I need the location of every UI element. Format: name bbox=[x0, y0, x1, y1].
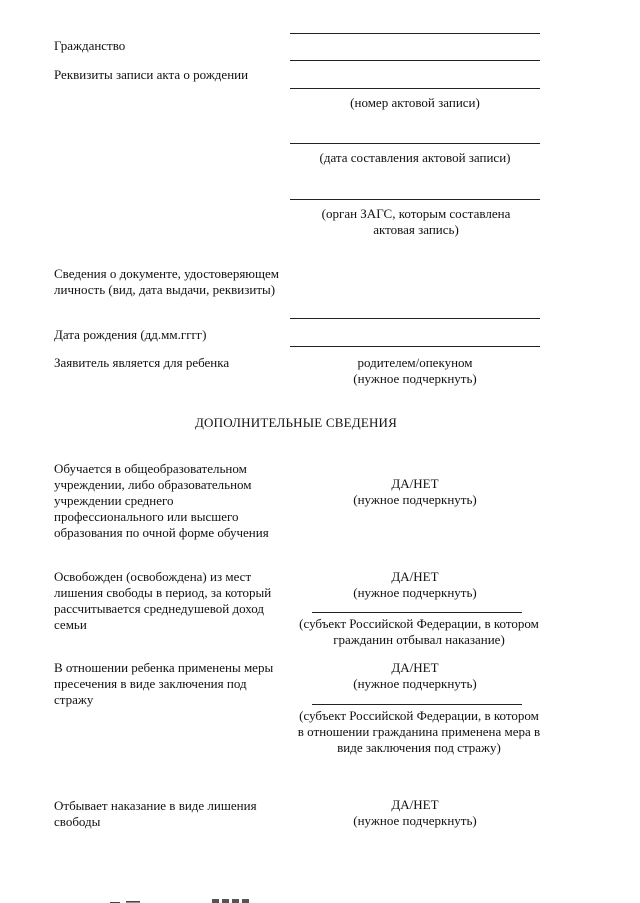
detention-underline-hint: (нужное подчеркнуть) bbox=[353, 676, 477, 691]
record-date-note: (дата составления актовой записи) bbox=[319, 150, 511, 165]
applicant-underline-hint: (нужное подчеркнуть) bbox=[353, 371, 477, 386]
record-number-note: (номер актовой записи) bbox=[350, 95, 480, 110]
studying-underline-hint: (нужное подчеркнуть) bbox=[353, 492, 477, 507]
citizenship-line bbox=[290, 60, 540, 61]
birth-record-label: Реквизиты записи акта о рождении bbox=[54, 67, 249, 82]
released-region-line bbox=[312, 612, 522, 613]
registry-office-note: (орган ЗАГС, которым составлена актовая запись) bbox=[321, 206, 511, 237]
released-underline-hint: (нужное подчеркнуть) bbox=[353, 585, 477, 600]
detention-yes-no[interactable]: ДА/НЕТ bbox=[391, 660, 439, 675]
citizenship-line-top bbox=[290, 33, 540, 34]
record-number-line bbox=[290, 88, 540, 89]
serving-sentence-label: Отбывает наказание в виде лишения свободы bbox=[54, 798, 257, 829]
released-region-note: (субъект Российской Федерации, в котором гражданин отбывал наказание) bbox=[299, 616, 539, 647]
released-label: Освобожден (освобождена) из мест лишения свободы в период, за который рассчитывается среднедушевой доход семьи bbox=[54, 569, 272, 632]
id-document-line bbox=[290, 318, 540, 319]
detention-region-line bbox=[312, 704, 522, 705]
birth-date-line bbox=[290, 346, 540, 347]
applicant-label: Заявитель является для ребенка bbox=[54, 355, 230, 370]
serving-sentence-underline-hint: (нужное подчеркнуть) bbox=[353, 813, 477, 828]
detention-region-note: (субъект Российской Федерации, в котором в отношении гражданина применена мера в виде заключения под стражу) bbox=[297, 708, 541, 755]
released-yes-no[interactable]: ДА/НЕТ bbox=[391, 569, 439, 584]
serving-sentence-yes-no[interactable]: ДА/НЕТ bbox=[391, 797, 439, 812]
studying-label: Обучается в общеобразовательном учреждении, либо образовательном учреждении среднего профессионального или высшего образования по очной форме обучения bbox=[54, 461, 269, 540]
section-title: ДОПОЛНИТЕЛЬНЫЕ СВЕДЕНИЯ bbox=[194, 415, 398, 430]
id-document-label: Сведения о документе, удостоверяющем личность (вид, дата выдачи, реквизиты) bbox=[54, 266, 280, 297]
record-date-line bbox=[290, 143, 540, 144]
parent-guardian-option[interactable]: родителем/опекуном bbox=[357, 355, 473, 370]
birth-date-label: Дата рождения (дд.мм.гггг) bbox=[54, 327, 207, 342]
registry-office-line bbox=[290, 199, 540, 200]
detention-label: В отношении ребенка применены меры пресечения в виде заключения под стражу bbox=[54, 660, 274, 707]
studying-yes-no[interactable]: ДА/НЕТ bbox=[391, 476, 439, 491]
citizenship-label: Гражданство bbox=[54, 38, 126, 53]
